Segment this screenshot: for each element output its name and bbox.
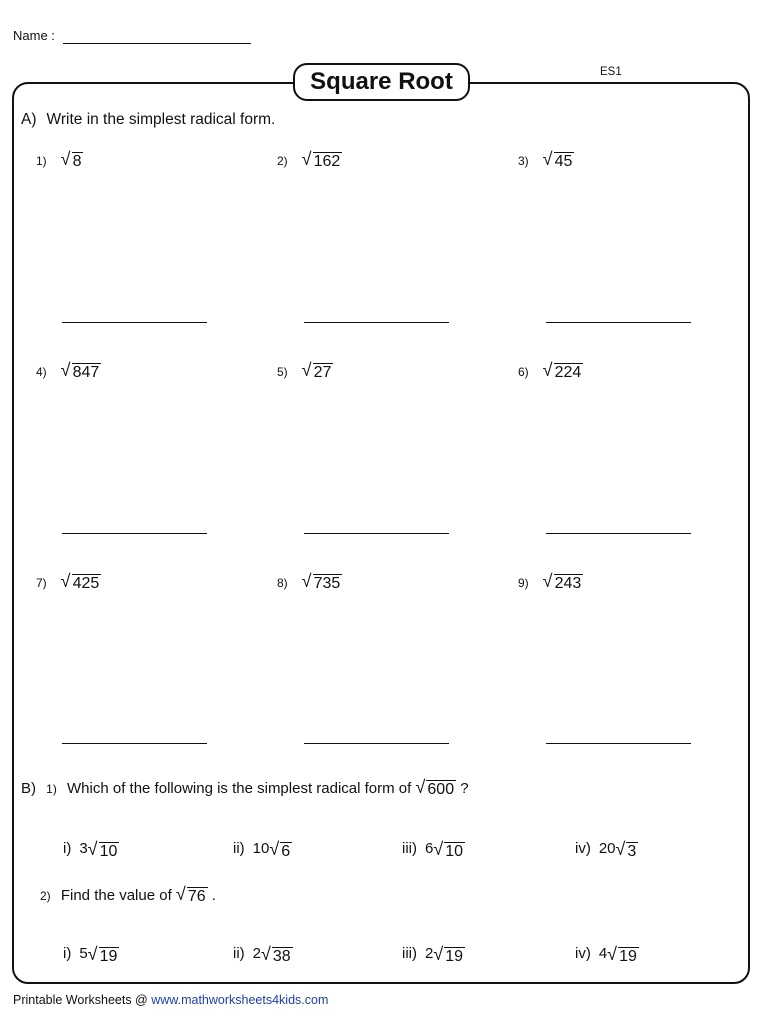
problem-number: 4) [36,365,47,379]
radical-expression: √ 19 [607,944,637,965]
radicand: 6 [281,843,291,860]
answer-option[interactable] [402,840,465,861]
radicand: 847 [72,364,100,381]
radicand: 27 [313,364,332,381]
radicand: 8 [72,153,82,170]
answer-option[interactable] [233,945,293,966]
option-label: ii) [233,945,245,962]
problem-number: 9) [518,576,529,590]
question-end: . [211,887,216,904]
section-b-question-1 [21,778,469,799]
answer-line[interactable] [304,322,449,323]
radicand: 76 [187,888,206,905]
section-a-letter: A) [21,111,37,128]
answer-line[interactable] [546,533,691,534]
problem-number: 5) [277,365,288,379]
problem-item [518,361,583,382]
question-end: ? [460,780,469,797]
radicand: 19 [99,948,118,965]
radical-expression: √ 19 [87,944,118,965]
option-label: ii) [233,840,245,857]
radicand: 224 [554,364,582,381]
option-label: iii) [402,945,417,962]
page-title: Square Root [310,68,453,95]
name-line[interactable] [63,43,251,44]
footer-link[interactable]: www.mathworksheets4kids.com [151,993,329,1007]
answer-line[interactable] [62,533,207,534]
radicand: 735 [313,575,341,592]
problem-item [277,150,342,171]
radical-expression: √ 10 [87,839,118,860]
radical-expression: √ 224 [542,360,582,381]
radical-expression: √ 6 [269,839,291,860]
radical-expression: √ 45 [542,149,573,170]
problem-number: 6) [518,365,529,379]
problem-number: 3) [518,154,529,168]
answer-option[interactable] [575,840,638,861]
answer-line[interactable] [304,743,449,744]
answer-line[interactable] [62,322,207,323]
title-badge [293,63,470,101]
section-a-heading [21,111,275,129]
answer-line[interactable] [62,743,207,744]
radicand: 19 [619,948,637,965]
radical-expression: √ 27 [301,360,332,381]
radicand: 10 [99,843,118,860]
option-label: i) [63,840,72,857]
answer-option[interactable] [402,945,465,966]
problem-item [518,150,574,171]
option-label: iv) [575,945,591,962]
problem-number: 7) [36,576,47,590]
answer-line[interactable] [546,322,691,323]
radical-expression: √ 162 [301,149,341,170]
name-label: Name : [13,28,55,43]
problem-number: 8) [277,576,288,590]
radical-expression: √ 3 [615,839,637,860]
section-b-question-2 [40,885,216,906]
option-label: i) [63,945,72,962]
radicand: 162 [313,153,341,170]
problem-item [36,572,101,593]
problem-number: 1) [36,154,47,168]
radicand: 3 [627,843,637,860]
problem-item [36,150,83,171]
option-coefficient: 2 [425,945,434,962]
question-text: Which of the following is the simplest radical form of [67,780,412,797]
radical-expression: √ 425 [60,571,100,592]
radical-expression: √ 600 [415,777,455,798]
problem-item [518,572,583,593]
option-coefficient: 2 [252,945,262,962]
radical-expression: √ 19 [433,944,464,965]
answer-line[interactable] [304,533,449,534]
option-coefficient: 6 [425,840,434,857]
worksheet-code: ES1 [600,66,622,78]
option-coefficient: 20 [598,840,616,857]
question-number: 2) [40,889,51,903]
section-b-letter: B) [21,780,36,797]
answer-line[interactable] [546,743,691,744]
option-label: iii) [402,840,417,857]
radical-expression: √ 8 [60,149,82,170]
option-coefficient: 5 [79,945,88,962]
answer-option[interactable] [63,945,119,966]
radical-expression: √ 243 [542,571,582,592]
radicand: 243 [554,575,582,592]
option-coefficient: 4 [598,945,608,962]
problem-item [277,361,333,382]
radicand: 19 [445,948,464,965]
answer-option[interactable] [63,840,119,861]
radicand: 10 [445,843,464,860]
option-coefficient: 3 [79,840,88,857]
footer-prefix: Printable Worksheets @ [13,993,152,1007]
radical-expression: √ 10 [433,839,464,860]
radicand: 425 [72,575,100,592]
section-a-instruction: Write in the simplest radical form. [46,111,276,128]
answer-option[interactable] [575,945,639,966]
radical-expression: √ 76 [175,884,206,905]
radical-expression: √ 38 [261,944,291,965]
option-coefficient: 10 [252,840,270,857]
question-number: 1) [46,782,57,796]
problem-number: 2) [277,154,288,168]
question-text: Find the value of [60,887,172,904]
problem-item [277,572,342,593]
problem-item [36,361,101,382]
radical-expression: √ 847 [60,360,100,381]
radicand: 45 [554,153,573,170]
radicand: 38 [272,948,291,965]
radical-expression: √ 735 [301,571,341,592]
option-label: iv) [575,840,591,857]
footer [13,993,328,1007]
radicand: 600 [427,781,455,798]
answer-option[interactable] [233,840,292,861]
